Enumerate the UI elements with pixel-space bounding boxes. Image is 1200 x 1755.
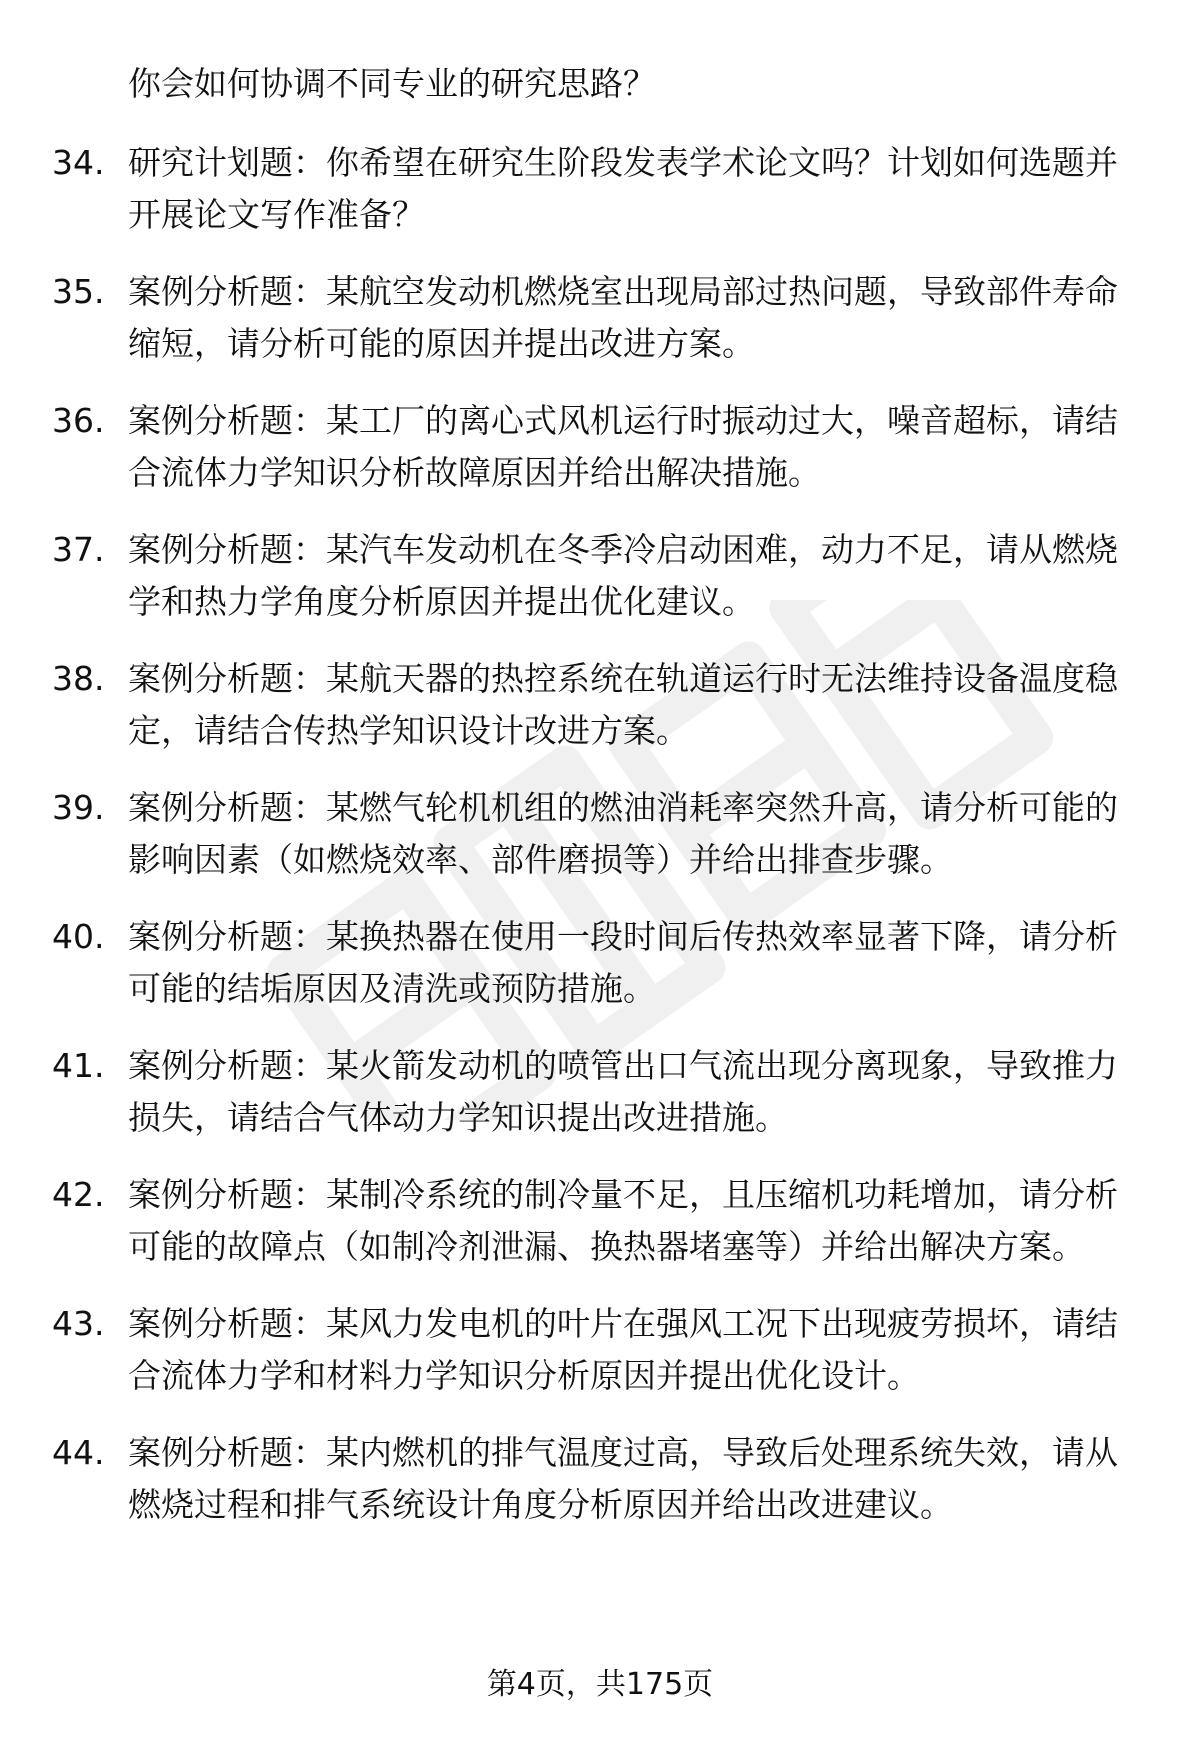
question-number: 35. xyxy=(52,272,105,311)
question-item xyxy=(0,395,1138,499)
question-number: 37. xyxy=(52,530,105,569)
question-text: 案例分析题：某汽车发动机在冬季冷启动困难，动力不足，请从燃烧学和热力学角度分析原因并提出优化建议。 xyxy=(128,530,1118,621)
question-item xyxy=(0,524,1138,628)
question-continuation: 你会如何协调不同专业的研究思路？ xyxy=(128,64,656,103)
question-number: 41. xyxy=(52,1046,105,1085)
question-item xyxy=(0,1040,1138,1144)
question-text: 研究计划题：你希望在研究生阶段发表学术论文吗？计划如何选题并开展论文写作准备？ xyxy=(128,143,1118,234)
question-text: 案例分析题：某换热器在使用一段时间后传热效率显著下降，请分析可能的结垢原因及清洗或预防措施。 xyxy=(128,917,1118,1008)
question-item xyxy=(0,1169,1138,1273)
page-footer: 第4页，共175页 xyxy=(486,1667,714,1702)
question-item xyxy=(0,782,1138,886)
question-item xyxy=(0,653,1138,757)
question-list xyxy=(0,137,1200,1556)
question-number: 34. xyxy=(52,143,105,182)
question-text: 案例分析题：某航天器的热控系统在轨道运行时无法维持设备温度稳定，请结合传热学知识设计改进方案。 xyxy=(128,659,1118,750)
question-item xyxy=(0,266,1138,370)
question-text: 案例分析题：某航空发动机燃烧室出现局部过热问题，导致部件寿命缩短，请分析可能的原因并提出改进方案。 xyxy=(128,272,1118,363)
question-number: 40. xyxy=(52,917,105,956)
question-item xyxy=(0,911,1138,1015)
question-number: 44. xyxy=(52,1433,105,1472)
question-number: 36. xyxy=(52,401,105,440)
question-text: 案例分析题：某制冷系统的制冷量不足，且压缩机功耗增加，请分析可能的故障点（如制冷剂泄漏、换热器堵塞等）并给出解决方案。 xyxy=(128,1175,1118,1266)
question-number: 39. xyxy=(52,788,105,827)
question-text: 案例分析题：某火箭发动机的喷管出口气流出现分离现象，导致推力损失，请结合气体动力学知识提出改进措施。 xyxy=(128,1046,1118,1137)
question-number: 43. xyxy=(52,1304,105,1343)
question-item xyxy=(0,137,1138,241)
question-text: 案例分析题：某内燃机的排气温度过高，导致后处理系统失效，请从燃烧过程和排气系统设计角度分析原因并给出改进建议。 xyxy=(128,1433,1118,1524)
question-item xyxy=(0,1427,1138,1531)
question-number: 38. xyxy=(52,659,105,698)
question-text: 案例分析题：某燃气轮机机组的燃油消耗率突然升高，请分析可能的影响因素（如燃烧效率、部件磨损等）并给出排查步骤。 xyxy=(128,788,1118,879)
question-text: 案例分析题：某工厂的离心式风机运行时振动过大，噪音超标，请结合流体力学知识分析故障原因并给出解决措施。 xyxy=(128,401,1118,492)
question-item xyxy=(0,1298,1138,1402)
question-text: 案例分析题：某风力发电机的叶片在强风工况下出现疲劳损坏，请结合流体力学和材料力学知识分析原因并提出优化设计。 xyxy=(128,1304,1118,1395)
question-number: 42. xyxy=(52,1175,105,1214)
